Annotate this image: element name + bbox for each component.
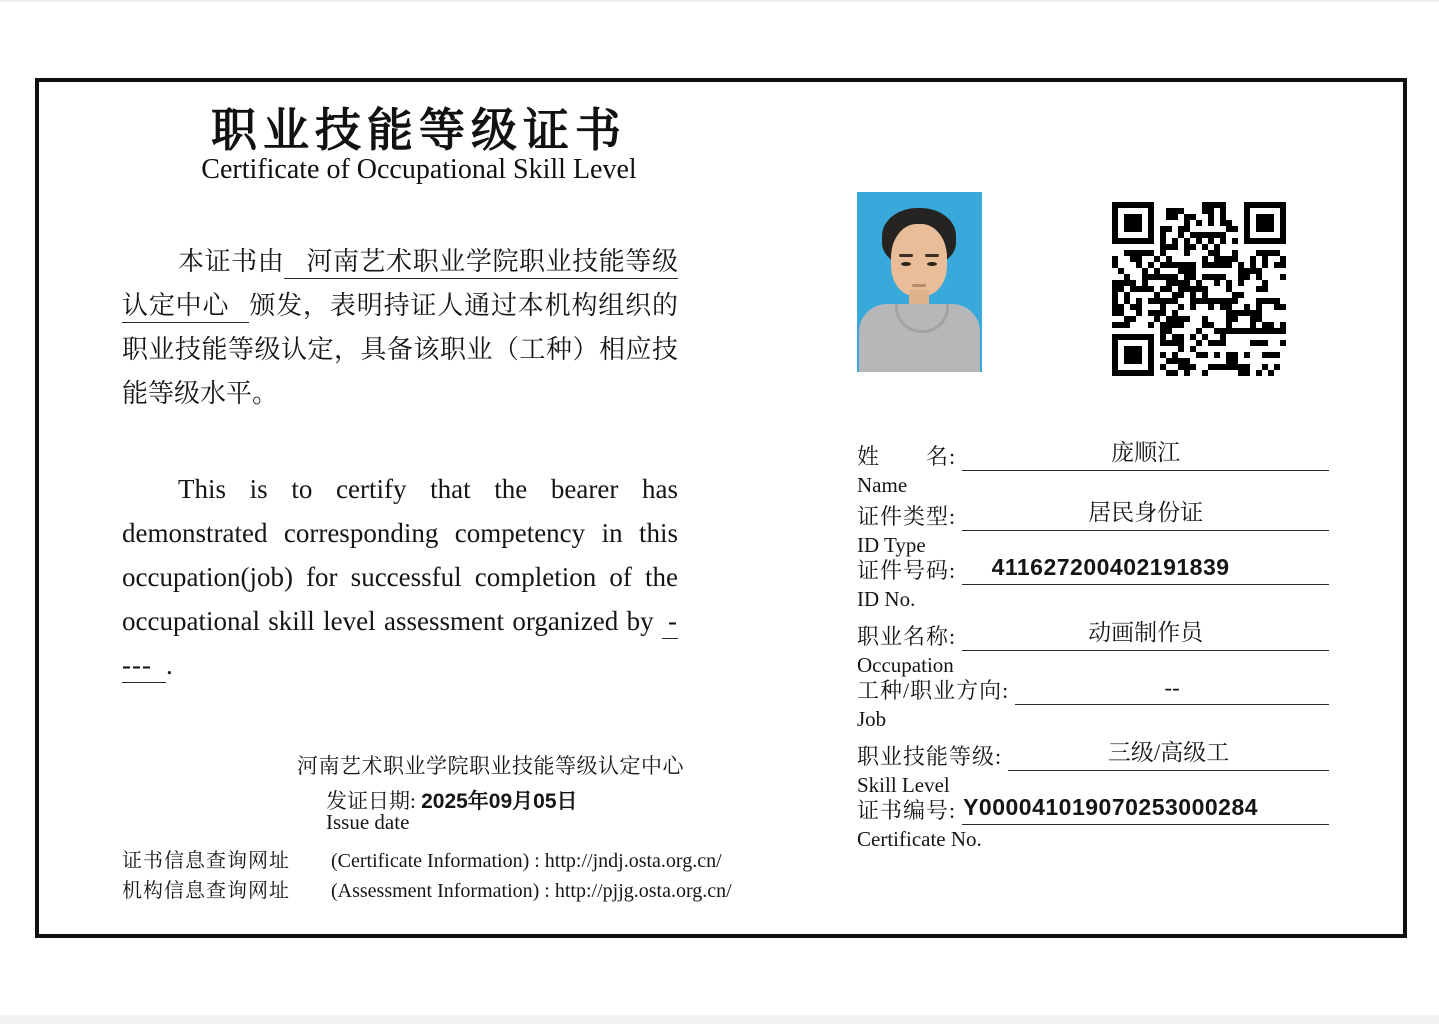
qr-code [1112, 202, 1286, 376]
issuer-org-name: 河南艺术职业学院职业技能等级认定中心 [297, 754, 684, 778]
photo-brow-left [899, 254, 913, 257]
field-certificate-no-label-en: Certificate No. [857, 827, 982, 851]
page-top-edge [0, 0, 1439, 2]
field-job [857, 674, 1329, 732]
field-certificate-no-value: Y000041019070253000284 [962, 794, 1329, 825]
intro-paragraph-en [122, 467, 678, 687]
field-job-label-en: Job [857, 707, 887, 731]
assessment-query-label: 机构信息查询网址 [122, 880, 290, 902]
field-occupation-label-cn: 职业名称: [857, 624, 957, 649]
photo-mouth [912, 284, 926, 287]
field-id-no-label-cn: 证件号码: [857, 558, 957, 583]
field-name-label-cn: 姓 名: [857, 444, 957, 469]
photo-eye-left [901, 262, 911, 266]
intro-cn-suffix: 颁发，表明持证人通过本机构组织的职业技能等级认定，具备该职业（工种）相应技能等级水平。 [122, 291, 678, 408]
certificate-query-label: 证书信息查询网址 [122, 850, 290, 872]
page-bottom-strip [0, 1015, 1439, 1024]
certificate-query-url: (Certificate Information) : http://jndj.osta.org.cn/ [331, 850, 722, 872]
field-skill-level [857, 734, 1329, 798]
photo-brow-right [925, 254, 939, 257]
field-id-no [857, 554, 1329, 612]
assessment-query-url: (Assessment Information) : http://pjjg.osta.org.cn/ [331, 880, 732, 902]
field-job-label-cn: 工种/职业方向: [857, 678, 1010, 703]
field-certificate-no [857, 794, 1329, 852]
field-id-type-value: 居民身份证 [962, 494, 1329, 531]
field-id-no-value: 411627200402191839 [962, 554, 1329, 585]
field-id-type-label-cn: 证件类型: [857, 504, 957, 529]
issue-date-value: 2025年09月05日 [421, 790, 578, 813]
issue-date-label: 发证日期: [326, 789, 416, 813]
intro-cn-prefix: 本证书由 [178, 247, 285, 276]
field-name [857, 434, 1329, 498]
intro-en-period: . [165, 650, 173, 680]
certificate-title-cn: 职业技能等级证书 [211, 105, 627, 156]
field-certificate-no-label-cn: 证书编号: [857, 798, 957, 823]
field-id-no-label-en: ID No. [857, 587, 916, 611]
field-skill-level-label-cn: 职业技能等级: [857, 744, 1003, 769]
intro-en-blank: ---- [122, 606, 678, 683]
intro-en-text: This is to certify that the bearer has demonstrated corresponding competency in this occupation(job) for successful completion of the occupational skill level assessment organized by [122, 474, 678, 636]
issuing-org-underlined: 河南艺术职业学院职业技能等级认定中心 [122, 247, 678, 323]
field-name-value: 庞顺江 [962, 434, 1329, 471]
field-id-type [857, 494, 1329, 558]
field-job-value: -- [1015, 675, 1329, 705]
field-occupation [857, 614, 1329, 678]
photo-eye-right [927, 262, 937, 266]
intro-paragraph-cn [122, 240, 678, 416]
certificate-title-en: Certificate of Occupational Skill Level [201, 154, 637, 185]
field-skill-level-label-en: Skill Level [857, 773, 950, 797]
holder-photo [857, 192, 982, 372]
field-occupation-value: 动画制作员 [962, 614, 1329, 651]
field-skill-level-value: 三级/高级工 [1008, 734, 1329, 771]
certificate-border-box [35, 78, 1407, 938]
field-name-label-en: Name [857, 473, 908, 497]
field-occupation-label-en: Occupation [857, 653, 954, 677]
assessment-query-row [122, 874, 762, 903]
issue-date-label-en: Issue date [326, 810, 410, 834]
field-id-type-label-en: ID Type [857, 533, 926, 557]
certificate-query-row [122, 844, 762, 873]
